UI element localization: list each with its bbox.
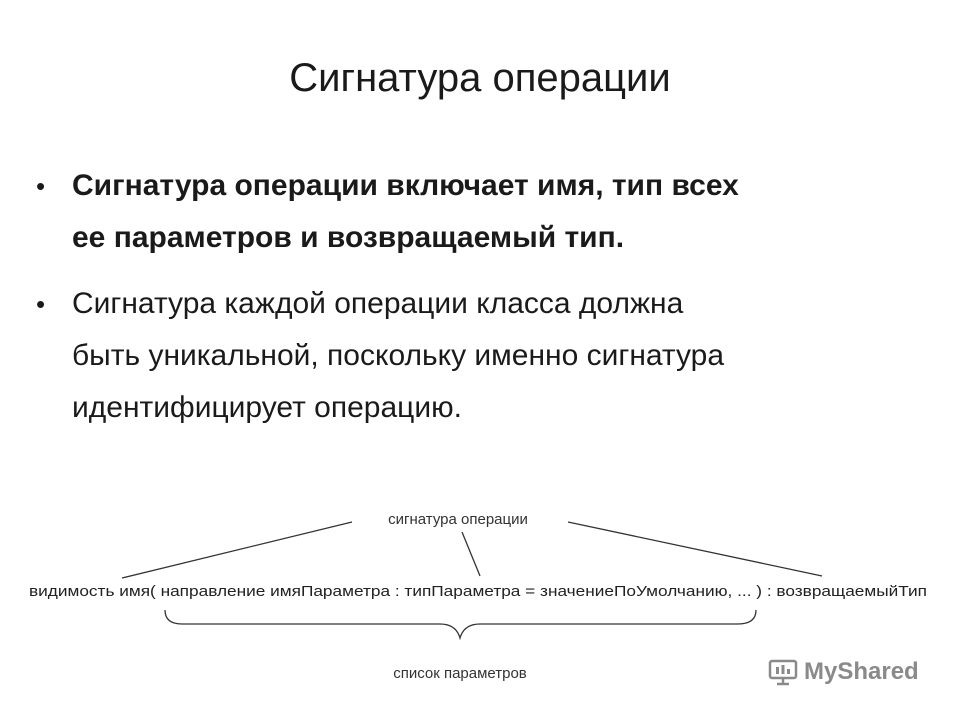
- bullet-icon: •: [36, 289, 46, 319]
- bullet-line: ее параметров и возвращаемый тип.: [72, 221, 625, 254]
- bullet-item: [30, 160, 910, 264]
- watermark: [768, 652, 938, 692]
- bullet-text: [72, 160, 910, 264]
- bullet-icon: •: [36, 171, 46, 201]
- bullet-item: [30, 278, 910, 434]
- bullet-line: быть уникальной, поскольку именно сигнатура: [72, 339, 725, 372]
- pointer-line-middle: [462, 532, 480, 576]
- diagram-bottom-label: список параметров: [393, 665, 527, 682]
- bullet-line: идентифицирует операцию.: [72, 391, 462, 424]
- signature-formula: видимость имя( направление имяПараметра : типПараметра = значениеПоУмолчанию, ... ) : возвращаемыйТип: [29, 583, 927, 600]
- parameter-brace: [165, 610, 756, 638]
- bullet-line: Сигнатура операции включает имя, тип всех: [72, 169, 739, 202]
- bullet-text: [72, 278, 910, 434]
- pointer-line-right: [568, 522, 822, 576]
- diagram-top-label: сигнатура операции: [388, 511, 528, 528]
- presentation-screen-icon: [768, 658, 798, 686]
- bullet-list: [30, 160, 910, 448]
- slide-title: Сигнатура операции: [289, 56, 671, 100]
- watermark-text: MyShared: [804, 658, 919, 685]
- pointer-line-left: [122, 522, 352, 578]
- pointer-lines: [122, 522, 822, 578]
- bullet-line: Сигнатура каждой операции класса должна: [72, 287, 684, 320]
